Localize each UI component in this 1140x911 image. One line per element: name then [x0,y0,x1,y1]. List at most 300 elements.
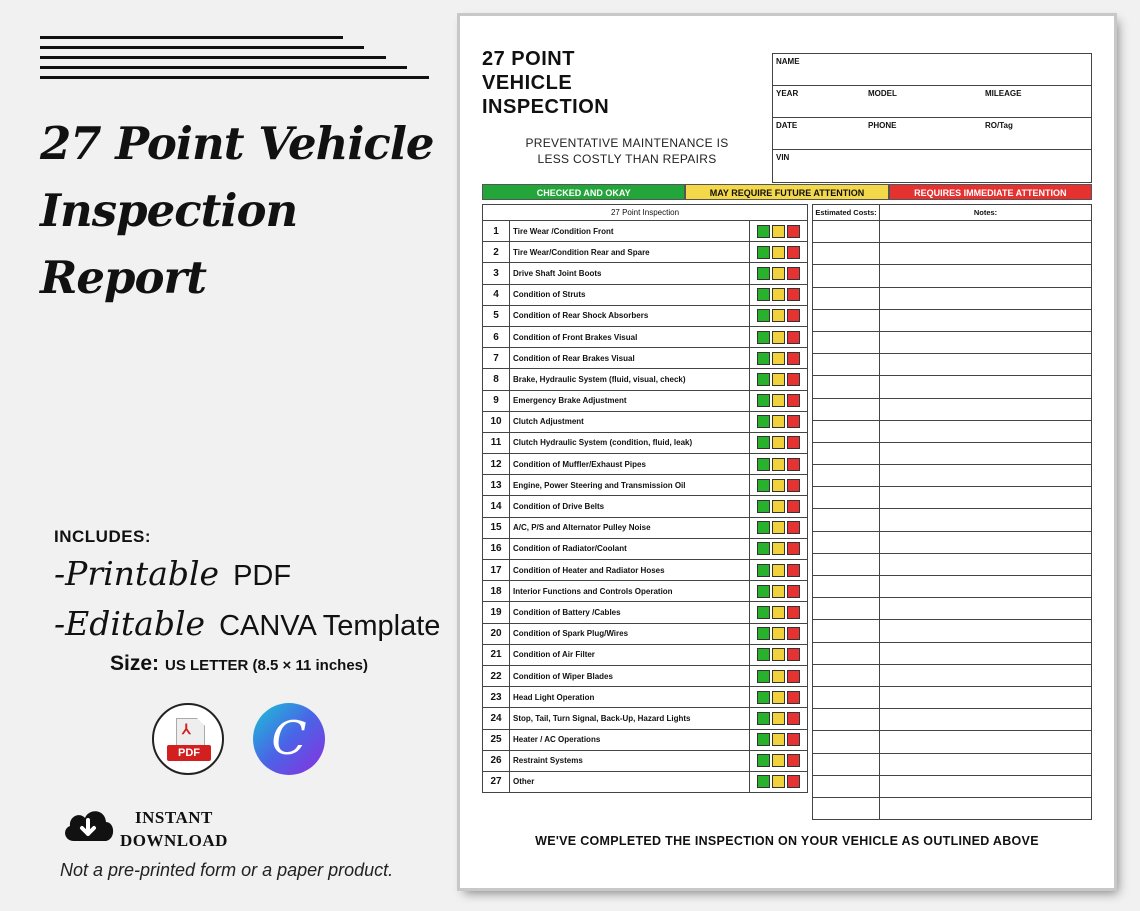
table-row [813,664,1092,686]
includes-label: INCLUDES: [54,527,152,546]
ok-checkbox[interactable] [757,648,770,661]
future-checkbox[interactable] [772,733,785,746]
table-row [813,287,1092,309]
status-checkboxes [750,454,808,475]
immediate-checkbox[interactable] [787,246,800,259]
item-number: 9 [483,390,510,411]
immediate-checkbox[interactable] [787,288,800,301]
item-number: 4 [483,284,510,305]
item-number: 1 [483,221,510,242]
notes-cell[interactable] [880,354,1092,376]
notes-cell[interactable] [880,753,1092,775]
table-row [813,309,1092,331]
ok-checkbox[interactable] [757,267,770,280]
legend-future: MAY REQUIRE FUTURE ATTENTION [685,184,888,200]
notes-cell[interactable] [880,331,1092,353]
ok-checkbox[interactable] [757,670,770,683]
ok-checkbox[interactable] [757,415,770,428]
item-label: Condition of Drive Belts [510,496,750,517]
future-checkbox[interactable] [772,754,785,767]
notes-cell[interactable] [880,531,1092,553]
ok-checkbox[interactable] [757,500,770,513]
status-checkboxes [750,538,808,559]
table-row [483,263,808,284]
item-number: 24 [483,708,510,729]
table-row [813,509,1092,531]
estimated-cost-cell[interactable] [813,243,880,265]
table-row [813,398,1092,420]
include-item-text: CANVA Template [219,610,441,642]
immediate-checkbox[interactable] [787,564,800,577]
item-number: 5 [483,305,510,326]
model-field-label: MODEL [868,89,897,98]
item-number: 11 [483,432,510,453]
status-checkboxes [750,305,808,326]
ok-checkbox[interactable] [757,331,770,344]
future-checkbox[interactable] [772,712,785,725]
item-number: 18 [483,581,510,602]
table-row [483,623,808,644]
item-number: 25 [483,729,510,750]
estimated-cost-cell[interactable] [813,642,880,664]
status-checkboxes [750,687,808,708]
item-number: 20 [483,623,510,644]
status-checkboxes [750,623,808,644]
table-row [483,581,808,602]
promo-title-line: Inspection [40,184,298,237]
item-label: Condition of Spark Plug/Wires [510,623,750,644]
date-field-label: DATE [776,121,798,130]
form-subtitle [512,135,742,167]
table-row [483,390,808,411]
future-checkbox[interactable] [772,458,785,471]
immediate-checkbox[interactable] [787,373,800,386]
table-row [813,442,1092,464]
estimated-cost-cell[interactable] [813,309,880,331]
status-checkboxes [750,517,808,538]
future-checkbox[interactable] [772,564,785,577]
estimated-cost-cell[interactable] [813,531,880,553]
table-row [813,420,1092,442]
item-number: 16 [483,538,510,559]
estimated-cost-cell[interactable] [813,287,880,309]
table-row [483,729,808,750]
info-row-name[interactable] [773,54,1091,86]
future-checkbox[interactable] [772,373,785,386]
phone-field-label: PHONE [868,121,897,130]
ok-checkbox[interactable] [757,352,770,365]
future-checkbox[interactable] [772,585,785,598]
notes-cell[interactable] [880,376,1092,398]
immediate-checkbox[interactable] [787,754,800,767]
notes-cell[interactable] [880,243,1092,265]
table-row [483,348,808,369]
notes-cell[interactable] [880,709,1092,731]
item-number: 14 [483,496,510,517]
estimated-cost-cell[interactable] [813,664,880,686]
canva-letter: C [271,711,307,765]
estimated-cost-cell[interactable] [813,442,880,464]
item-label: Emergency Brake Adjustment [510,390,750,411]
estimated-cost-cell[interactable] [813,265,880,287]
item-number: 12 [483,454,510,475]
immediate-checkbox[interactable] [787,225,800,238]
table-row [483,454,808,475]
future-checkbox[interactable] [772,415,785,428]
form-title [482,47,609,119]
legend-immediate: REQUIRES IMMEDIATE ATTENTION [889,184,1092,200]
immediate-checkbox[interactable] [787,415,800,428]
immediate-checkbox[interactable] [787,458,800,471]
table-row [483,475,808,496]
item-label: Condition of Struts [510,284,750,305]
item-label: Restraint Systems [510,750,750,771]
table-row [813,709,1092,731]
table-row [813,753,1092,775]
notes-cell[interactable] [880,775,1092,797]
immediate-checkbox[interactable] [787,775,800,788]
estimated-cost-cell[interactable] [813,553,880,575]
ro-tag-field-label: RO/Tag [985,121,1013,130]
form-footer: WE'VE COMPLETED THE INSPECTION ON YOUR VEHICLE AS OUTLINED ABOVE [535,834,1039,848]
future-checkbox[interactable] [772,225,785,238]
table-row [483,750,808,771]
name-field-label: NAME [776,57,800,66]
instant-line: INSTANT [135,808,213,827]
item-label: Clutch Hydraulic System (condition, fluid, leak) [510,432,750,453]
pdf-badge-label: PDF [167,745,211,761]
estimated-cost-cell[interactable] [813,221,880,243]
ok-checkbox[interactable] [757,373,770,386]
item-label: Clutch Adjustment [510,411,750,432]
include-item-text: PDF [233,560,292,592]
size-info [110,652,368,676]
item-label: Interior Functions and Controls Operation [510,581,750,602]
estimated-cost-cell[interactable] [813,598,880,620]
instant-download-label [120,806,228,852]
table-row [483,221,808,242]
item-number: 7 [483,348,510,369]
future-checkbox[interactable] [772,775,785,788]
notes-cell[interactable] [880,465,1092,487]
table-row [813,731,1092,753]
future-checkbox[interactable] [772,309,785,322]
item-label: Condition of Radiator/Coolant [510,538,750,559]
canva-logo-icon [253,703,325,775]
status-checkboxes [750,581,808,602]
promo-title-line: 27 Point Vehicle [40,117,434,170]
estimated-cost-cell[interactable] [813,465,880,487]
notes-cell[interactable] [880,797,1092,819]
immediate-checkbox[interactable] [787,479,800,492]
inspection-header: 27 Point Inspection [483,205,808,221]
item-label: A/C, P/S and Alternator Pulley Noise [510,517,750,538]
form-title-line: 27 POINT [482,48,575,70]
estimated-cost-cell[interactable] [813,797,880,819]
notes-cell[interactable] [880,686,1092,708]
item-number: 15 [483,517,510,538]
table-row [813,531,1092,553]
notes-cell[interactable] [880,576,1092,598]
notes-cell[interactable] [880,642,1092,664]
estimated-cost-cell[interactable] [813,509,880,531]
future-checkbox[interactable] [772,606,785,619]
ok-checkbox[interactable] [757,225,770,238]
future-checkbox[interactable] [772,331,785,344]
status-checkboxes [750,390,808,411]
table-row [483,665,808,686]
immediate-checkbox[interactable] [787,500,800,513]
item-number: 13 [483,475,510,496]
ok-checkbox[interactable] [757,542,770,555]
table-row [483,771,808,792]
future-checkbox[interactable] [772,627,785,640]
future-checkbox[interactable] [772,288,785,301]
estimated-cost-cell[interactable] [813,775,880,797]
immediate-checkbox[interactable] [787,691,800,704]
costs-notes-table [812,204,1092,820]
table-row [483,560,808,581]
status-checkboxes [750,432,808,453]
estimated-cost-cell[interactable] [813,620,880,642]
future-checkbox[interactable] [772,246,785,259]
future-checkbox[interactable] [772,521,785,534]
ok-checkbox[interactable] [757,712,770,725]
status-checkboxes [750,496,808,517]
ok-checkbox[interactable] [757,606,770,619]
item-number: 6 [483,326,510,347]
estimated-cost-cell[interactable] [813,709,880,731]
pdf-file-icon: ⅄ PDF [152,703,224,775]
notes-cell[interactable] [880,620,1092,642]
item-label: Tire Wear /Condition Front [510,221,750,242]
item-number: 27 [483,771,510,792]
future-checkbox[interactable] [772,691,785,704]
status-checkboxes [750,729,808,750]
vin-field-label: VIN [776,153,790,162]
instant-line: DOWNLOAD [120,831,228,850]
item-number: 23 [483,687,510,708]
immediate-checkbox[interactable] [787,648,800,661]
item-label: Engine, Power Steering and Transmission Oil [510,475,750,496]
immediate-checkbox[interactable] [787,733,800,746]
include-item-pdf [54,554,291,593]
ok-checkbox[interactable] [757,309,770,322]
notes-cell[interactable] [880,265,1092,287]
form-subtitle-line: LESS COSTLY THAN REPAIRS [537,152,717,166]
immediate-checkbox[interactable] [787,394,800,407]
status-checkboxes [750,326,808,347]
future-checkbox[interactable] [772,500,785,513]
notes-cell[interactable] [880,221,1092,243]
ok-checkbox[interactable] [757,627,770,640]
item-label: Condition of Muffler/Exhaust Pipes [510,454,750,475]
cloud-download-icon [60,803,116,847]
table-row [483,242,808,263]
ok-checkbox[interactable] [757,585,770,598]
info-row-vin[interactable] [773,150,1091,182]
notes-cell[interactable] [880,664,1092,686]
notes-cell[interactable] [880,487,1092,509]
table-row [483,432,808,453]
notes-cell[interactable] [880,398,1092,420]
notes-cell[interactable] [880,598,1092,620]
ok-checkbox[interactable] [757,754,770,767]
notes-cell[interactable] [880,420,1092,442]
immediate-checkbox[interactable] [787,521,800,534]
status-checkboxes [750,602,808,623]
status-legend [482,184,1092,200]
table-row [483,326,808,347]
estimated-cost-cell[interactable] [813,331,880,353]
item-label: Condition of Front Brakes Visual [510,326,750,347]
status-checkboxes [750,284,808,305]
item-number: 3 [483,263,510,284]
ok-checkbox[interactable] [757,521,770,534]
item-label: Heater / AC Operations [510,729,750,750]
table-row [813,487,1092,509]
ok-checkbox[interactable] [757,564,770,577]
table-row [483,284,808,305]
inspection-table [482,204,808,793]
estimated-cost-cell[interactable] [813,753,880,775]
status-checkboxes [750,348,808,369]
item-label: Drive Shaft Joint Boots [510,263,750,284]
table-row [483,708,808,729]
size-value: US LETTER (8.5 × 11 inches) [165,657,368,674]
table-row [483,644,808,665]
table-row [813,620,1092,642]
immediate-checkbox[interactable] [787,712,800,725]
notes-cell[interactable] [880,553,1092,575]
notes-cell[interactable] [880,442,1092,464]
status-checkboxes [750,475,808,496]
ok-checkbox[interactable] [757,246,770,259]
future-checkbox[interactable] [772,648,785,661]
ok-checkbox[interactable] [757,733,770,746]
immediate-checkbox[interactable] [787,627,800,640]
estimated-costs-header: Estimated Costs: [813,205,880,221]
table-row [813,465,1092,487]
status-checkboxes [750,665,808,686]
estimated-cost-cell[interactable] [813,420,880,442]
estimated-cost-cell[interactable] [813,376,880,398]
immediate-checkbox[interactable] [787,670,800,683]
ok-checkbox[interactable] [757,775,770,788]
item-label: Head Light Operation [510,687,750,708]
item-label: Condition of Air Filter [510,644,750,665]
item-label: Condition of Rear Shock Absorbers [510,305,750,326]
estimated-cost-cell[interactable] [813,487,880,509]
item-number: 17 [483,560,510,581]
immediate-checkbox[interactable] [787,267,800,280]
item-label: Tire Wear/Condition Rear and Spare [510,242,750,263]
item-label: Stop, Tail, Turn Signal, Back-Up, Hazard Lights [510,708,750,729]
notes-cell[interactable] [880,309,1092,331]
table-row [813,797,1092,819]
table-row [813,376,1092,398]
item-label: Condition of Heater and Radiator Hoses [510,560,750,581]
include-item-script: -Editable [54,604,206,643]
ok-checkbox[interactable] [757,479,770,492]
table-row [483,687,808,708]
mileage-field-label: MILEAGE [985,89,1022,98]
immediate-checkbox[interactable] [787,606,800,619]
table-row [813,243,1092,265]
ok-checkbox[interactable] [757,691,770,704]
decorative-lines [40,36,429,86]
status-checkboxes [750,708,808,729]
year-field-label: YEAR [776,89,799,98]
ok-checkbox[interactable] [757,436,770,449]
include-item-script: -Printable [54,554,220,593]
estimated-cost-cell[interactable] [813,576,880,598]
table-row [483,496,808,517]
future-checkbox[interactable] [772,394,785,407]
ok-checkbox[interactable] [757,458,770,471]
form-title-line: INSPECTION [482,96,610,118]
immediate-checkbox[interactable] [787,352,800,365]
table-row [483,411,808,432]
item-number: 8 [483,369,510,390]
item-number: 10 [483,411,510,432]
promo-title [40,110,434,311]
future-checkbox[interactable] [772,267,785,280]
table-row [483,538,808,559]
future-checkbox[interactable] [772,542,785,555]
table-row [813,686,1092,708]
status-checkboxes [750,750,808,771]
info-row-contact[interactable] [773,118,1091,150]
table-row [483,305,808,326]
inspection-form-page [460,16,1114,888]
estimated-cost-cell[interactable] [813,354,880,376]
immediate-checkbox[interactable] [787,309,800,322]
item-number: 19 [483,602,510,623]
future-checkbox[interactable] [772,479,785,492]
immediate-checkbox[interactable] [787,542,800,555]
estimated-cost-cell[interactable] [813,398,880,420]
table-row [813,642,1092,664]
notes-cell[interactable] [880,731,1092,753]
item-label: Condition of Battery /Cables [510,602,750,623]
item-number: 21 [483,644,510,665]
future-checkbox[interactable] [772,670,785,683]
future-checkbox[interactable] [772,352,785,365]
customer-info-box [772,53,1092,183]
ok-checkbox[interactable] [757,394,770,407]
future-checkbox[interactable] [772,436,785,449]
form-subtitle-line: PREVENTATIVE MAINTENANCE IS [525,136,729,150]
immediate-checkbox[interactable] [787,331,800,344]
immediate-checkbox[interactable] [787,585,800,598]
table-row [813,775,1092,797]
estimated-cost-cell[interactable] [813,686,880,708]
item-label: Brake, Hydraulic System (fluid, visual, check) [510,369,750,390]
ok-checkbox[interactable] [757,288,770,301]
estimated-cost-cell[interactable] [813,731,880,753]
notes-cell[interactable] [880,509,1092,531]
status-checkboxes [750,369,808,390]
item-number: 2 [483,242,510,263]
item-number: 22 [483,665,510,686]
table-row [813,598,1092,620]
info-row-vehicle[interactable] [773,86,1091,118]
immediate-checkbox[interactable] [787,436,800,449]
item-label: Other [510,771,750,792]
notes-cell[interactable] [880,287,1092,309]
table-row [813,576,1092,598]
